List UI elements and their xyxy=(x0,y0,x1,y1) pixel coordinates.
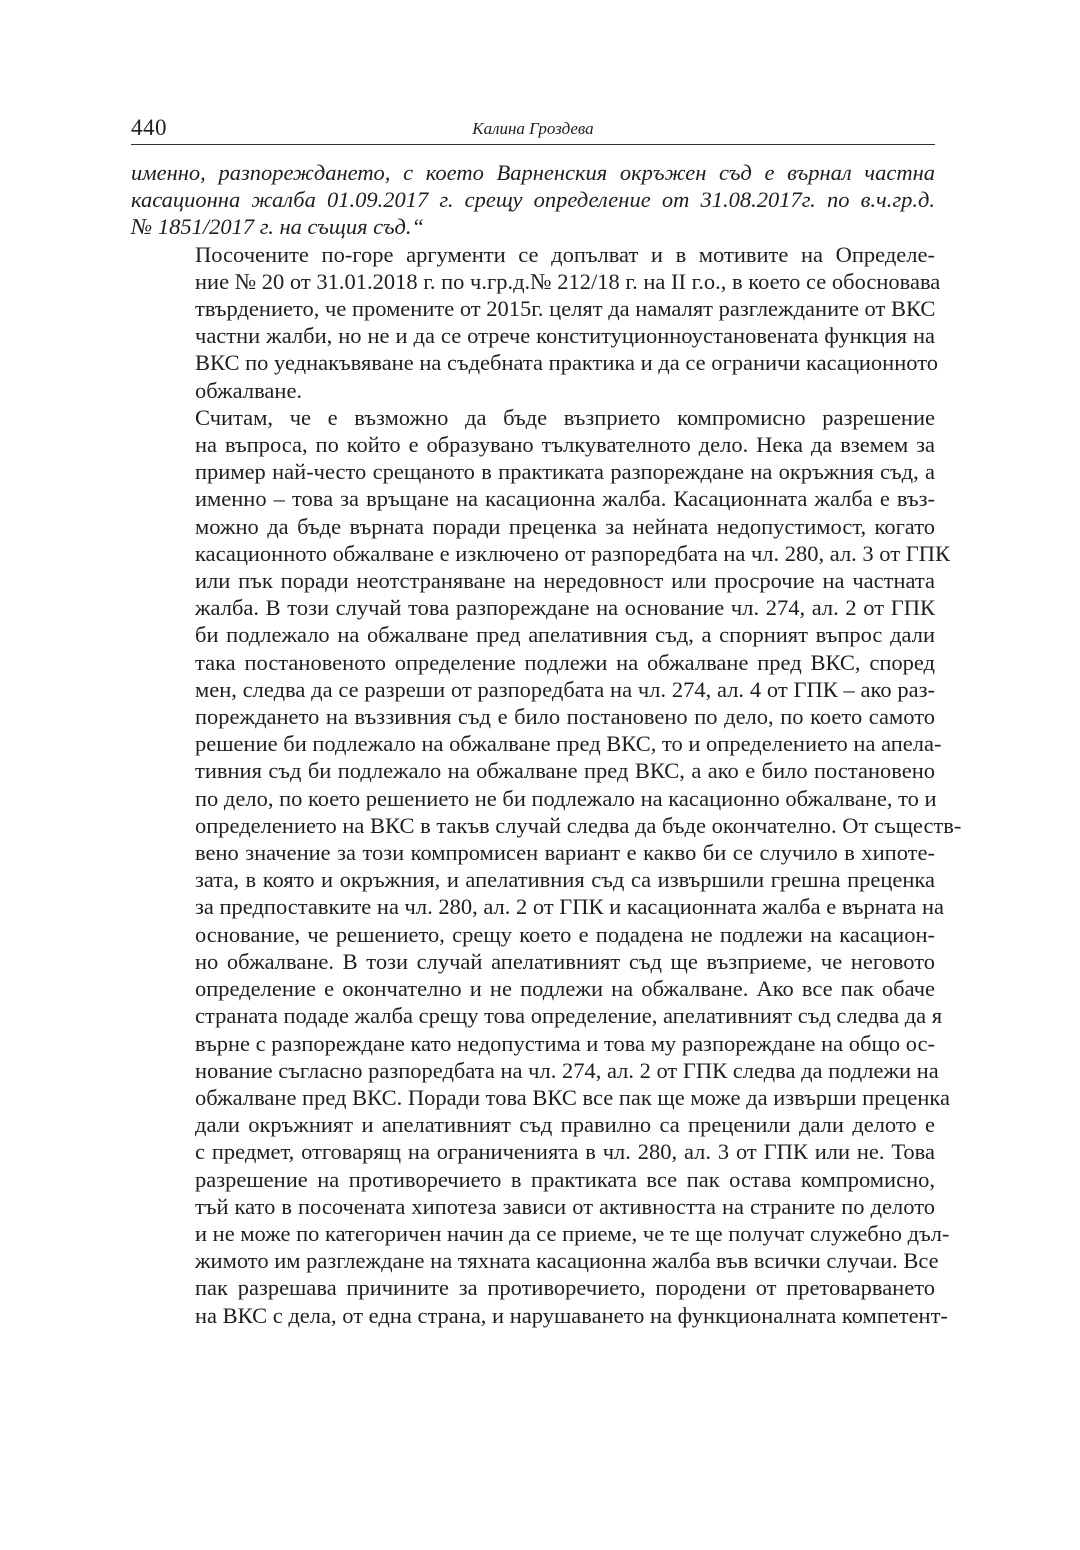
text-line: определение е окончателно и не подлежи на обжалване. Ако все пак обаче xyxy=(195,976,935,1002)
text-line: обжалване. xyxy=(195,377,303,403)
text-line: № 1851/2017 г. на същия съд.“ xyxy=(131,214,425,240)
text-line: на ВКС с дела, от една страна, и нарушаването на функционалната компетент- xyxy=(195,1302,948,1328)
text-line: частни жалби, но не и да се отрече конституционноустановената функция на xyxy=(195,323,935,349)
text-line: така постановеното определение подлежи на обжалване пред ВКС, според xyxy=(195,649,935,675)
text-line: нование съгласно разпоредбата на чл. 274, ал. 2 от ГПК следва да подлежи на xyxy=(195,1057,939,1083)
text-line: мен, следва да се разреши от разпоредбата на чл. 274, ал. 4 от ГПК – ако раз- xyxy=(195,676,935,702)
text-line: жимото им разглеждане на тяхната касационна жалба във всички случаи. Все xyxy=(195,1248,939,1274)
text-line: по дело, по което решението не би подлежало на касационно обжалване, то и xyxy=(195,785,937,811)
text-line: основание, че решението, срещу което е подадена не подлежи на касацион- xyxy=(195,921,935,947)
text-line: твърдението, че промените от 2015г. целят да намалят разглежданите от ВКС xyxy=(195,296,936,322)
text-line: но обжалване. В този случай апелативният съд ще възприеме, че неговото xyxy=(195,948,935,974)
text-line: пример най-често срещаното в практиката разпореждане на окръжния съд, а xyxy=(195,459,935,485)
text-line: вено значение за този компромисен вариант е какво би се случило в хипоте- xyxy=(195,840,935,866)
text-line: решение би подлежало на обжалване пред ВКС, то и определението на апела- xyxy=(195,731,942,757)
text-line: пореждането на въззивния съд е било постановено по дело, по което самото xyxy=(195,704,935,730)
text-line: Считам, че е възможно да бъде възприето компромисно разрешение xyxy=(195,404,935,430)
text-line: касационна жалба 01.09.2017 г. срещу определение от 31.08.2017г. по в.ч.гр.д. xyxy=(131,187,935,213)
text-line: за предпоставките на чл. 280, ал. 2 от ГПК и касационната жалба е върната на xyxy=(195,894,944,920)
text-line: зата, в която и окръжния, и апелативния съд са извършили грешна преценка xyxy=(195,867,935,893)
text-line: именно – това за връщане на касационна жалба. Касационната жалба е въз- xyxy=(195,486,935,512)
text-line: на въпроса, по който е образувано тълкувателното дело. Нека да вземем за xyxy=(195,432,935,458)
text-line: или пък поради неотстраняване на нередовност или просрочие на частната xyxy=(195,568,935,594)
text-line: Посочените по-горе аргументи се допълват и в мотивите на Определе- xyxy=(195,241,935,267)
document-page xyxy=(131,110,962,1329)
paragraph xyxy=(131,241,941,404)
text-line: с предмет, отговарящ на ограниченията в чл. 280, ал. 3 от ГПК или не. Това xyxy=(195,1139,935,1165)
text-line: обжалване пред ВКС. Поради това ВКС все пак ще може да извърши преценка xyxy=(195,1084,951,1110)
paragraph xyxy=(131,404,962,1329)
text-line: пак разрешава причините за противоречието, породени от претоварването xyxy=(195,1275,935,1301)
text-line: би подлежало на обжалване пред апелативния съд, а спорният въпрос дали xyxy=(195,622,935,648)
text-line: дали окръжният и апелативният съд правилно са преценили дали делото е xyxy=(195,1112,935,1138)
text-line: определението на ВКС в такъв случай следва да бъде окончателно. От съществ- xyxy=(195,812,962,838)
body-text xyxy=(131,159,962,1329)
quoted-paragraph xyxy=(131,159,935,241)
text-line: именно, разпореждането, с което Варненския окръжен съд е върнал частна xyxy=(131,160,935,185)
text-line: и не може по категоричен начин да се приеме, че те ще получат служебно дъл- xyxy=(195,1220,950,1246)
text-line: касационното обжалване е изключено от разпоредбата на чл. 280, ал. 3 от ГПК xyxy=(195,540,950,566)
text-line: разрешение на противоречието в практиката все пак остава компромисно, xyxy=(195,1166,935,1192)
text-line: ВКС по уеднакъвяване на съдебната практика и да се ограничи касационното xyxy=(195,350,938,376)
text-line: ние № 20 от 31.01.2018 г. по ч.гр.д.№ 212/18 г. на II г.о., в което се обосновава xyxy=(195,268,941,294)
text-line: жалба. В този случай това разпореждане на основание чл. 274, ал. 2 от ГПК xyxy=(195,595,935,621)
page-number: 440 xyxy=(131,115,167,140)
text-line: можно да бъде върната поради преценка за нейната недопустимост, когато xyxy=(195,513,935,539)
text-line: върне с разпореждане като недопустима и това му разпореждане на общо ос- xyxy=(195,1030,935,1056)
text-line: страната подаде жалба срещу това определение, апелативният съд следва да я xyxy=(195,1003,943,1029)
running-header xyxy=(131,110,935,145)
running-header-author: Калина Гроздева xyxy=(472,119,594,138)
text-line: тивния съд би подлежало на обжалване пред ВКС, а ако е било постановено xyxy=(195,758,935,784)
text-line: тъй като в посочената хипотеза зависи от активността на страните по делото xyxy=(195,1193,935,1219)
